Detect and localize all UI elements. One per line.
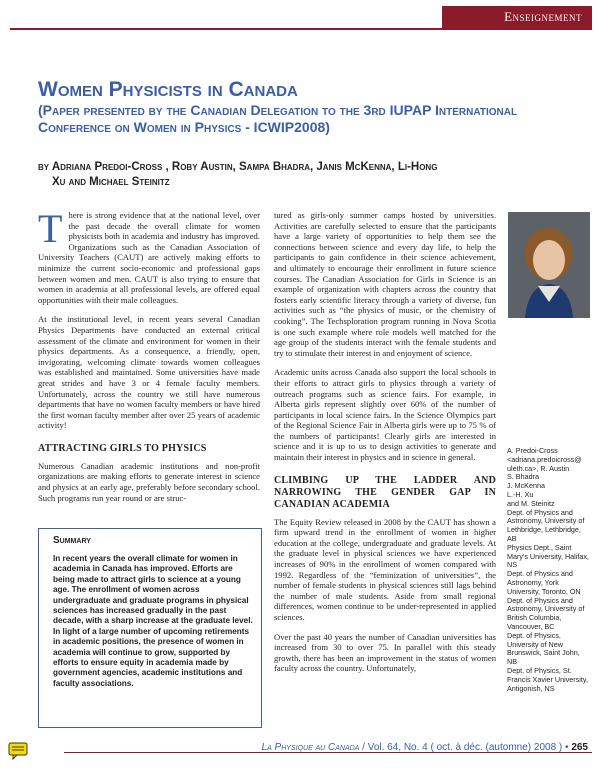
paragraph: Numerous Canadian academic institutions and non-profit organizations are making efforts to generate interest in science and physics at an early age, preferably before secondary school. Such programs run year round or are struc-: [38, 460, 260, 503]
article-title: Women Physicists in Canada: [38, 78, 298, 101]
section-heading: CLIMBING UP THE LADDER AND NARROWING THE GENDER GAP IN CANADIAN ACADEMIA: [274, 474, 496, 510]
paragraph: At the institutional level, in recent years several Canadian Physics Departments have conducted an external critical assessment of the climate and environment for women in their physics departments. As a consequence, a friendly, open, invigorating, welcoming climate towards women colleagues was established and maintained. Some universities have made great strides and have 3 or 4 female faculty members. Unfortunately, across the country we still have numerous departments that have no women faculty members or have hired the first woman faculty member after over 25 years of academic activity!: [38, 314, 260, 431]
article-subtitle: (Paper presented by the Canadian Delegation to the 3rd IUPAP International Conference on Women in Physics - ICWIP2008): [38, 102, 518, 135]
portrait-image: [508, 212, 590, 318]
affiliation-line: J. McKenna: [507, 481, 545, 491]
intro-paragraph: There is strong evidence that at the national level, over the past decade the overall climate for women physicists both in academia and industry has improved. Organizations such as the Canadian Association of University Teachers (CAUT) are actively making efforts to minimize the current socio-economic and professional gaps between women and men. CAUT is also trying to ensure that women in academia at all professional levels, are offered equal opportunities with their male colleagues.: [38, 210, 260, 305]
summary-box: [38, 528, 262, 728]
top-rule: [10, 28, 592, 30]
summary-text: In recent years the overall climate for women in academia in Canada has improved. Efforts are being made to attract girls to science at a young age. The enrollment of women across undergraduate and graduate programs in physical sciences has increased gradually in the past decade, with a sharp increase at the graduate level. In light of a large number of upcoming retirements in academic positions, the presence of women in academia will continue to grow, supported by efforts to ensure equity in academia made by government agencies, academic institutions and faculty associations.: [53, 554, 253, 688]
affiliation-line: and M. Steinitz: [507, 498, 555, 508]
affiliation-line: Dept. of Physics and Astronomy, York University, Toronto, ON: [507, 569, 581, 596]
column-2: [274, 210, 496, 683]
section-heading: ATTRACTING GIRLS TO PHYSICS: [38, 442, 207, 454]
authors-line-1: by Adriana Predoi-Cross , Roby Austin, Sampa Bhadra, Janis McKenna, Li-Hong: [38, 161, 438, 173]
author-photo: [508, 212, 590, 318]
affiliation-line: Dept. of Physics, University of New Brunswick, Saint John, NB: [507, 630, 580, 667]
affiliation-line: L.-H. Xu: [507, 489, 534, 499]
section-tab: [442, 6, 592, 28]
paragraph: The Equity Review released in 2008 by the CAUT has shown a firm upward trend in the enrollment of women in higher education at the college, undergraduate and graduate levels. At the graduate level in physical sciences we have experienced increases of 90% in the enrollment of women compared with 1992. Regardless of the “feminization of universities”, the number of female students in physical sciences still lags behind the number of male students. Aside from small regional differences, women continue to be under-represented in applied sciences.: [274, 516, 496, 622]
issue-info: / Vol. 64, No. 4 ( oct. à déc. (automne) 2008 ) •: [359, 742, 569, 753]
column-1: [38, 210, 260, 512]
paragraph: Academic units across Canada also support the local schools in their efforts to attract girls to physics through a variety of outreach programs such as science fairs. For example, in Alberta girls represent slightly over 60% of the number of participants in local science fairs. In the Science Olympics part of the Regional Science Fair in Alberta girls were up to 75 % of the numbers of participants! Clearly girls are interested in science and it is up to us to design activities to generate and maintain their interest in physics and in science in general.: [274, 367, 496, 463]
affiliation-line: uleth.ca>, R. Austin: [507, 463, 570, 473]
paragraph: Over the past 40 years the number of Canadian universities has increased from 30 to over 75. In parallel with this steady growth, there has been an improvement in the status of women faculty across the country. Unfortunately,: [274, 631, 496, 674]
affiliation-line: <adriana.predoicross@: [507, 454, 582, 464]
comment-icon[interactable]: [8, 742, 28, 760]
journal-name: La Physique au Canada: [261, 742, 360, 753]
affiliation-line: Dept. of Physics, St. Francis Xavier University, Antigonish, NS: [507, 665, 588, 693]
authors-line-2: Xu and Michael Steinitz: [52, 176, 170, 188]
affiliation-line: S. Bhadra: [507, 472, 539, 482]
affiliation-line: A. Predoi-Cross: [507, 446, 558, 455]
paragraph: tured as girls-only summer camps hosted by universities. Activities are carefully selected to ensure that the participants have a large variety of opportunities to help them see the connections between science and every day life, to help the participants to gain confidence in their science achievement, and ultimately to encourage their enrollment in future science courses. The Canadian Association for Girls in Science is an example of organization with chapters across the country that fosters early scientific literacy through a variety of diverse, fun activities such as “the physics of music, or the chemistry of cooking”. The Techsploration program running in Nova Scotia is one such example where role models well matched for the age group of the students interact with the female students and try to stimulate their interest in and enjoyment of science.: [274, 210, 496, 358]
author-list: [38, 160, 508, 190]
page-footer: [262, 742, 588, 753]
affiliations: [507, 447, 589, 693]
affiliation-line: Dept. of Physics and Astronomy, University of British Columbia, Vancouver, BC: [507, 595, 585, 631]
page-number: 265: [571, 742, 588, 753]
drop-cap: T: [38, 210, 63, 251]
affiliation-line: Physics Dept., Saint Mary's University, Halifax, NS: [507, 542, 589, 570]
affiliation-line: Dept. of Physics and Astronomy, University of Lethbridge, Lethbridge, AB: [507, 507, 585, 543]
section-label: Enseignement: [504, 9, 582, 24]
summary-label: Summary: [53, 535, 91, 546]
